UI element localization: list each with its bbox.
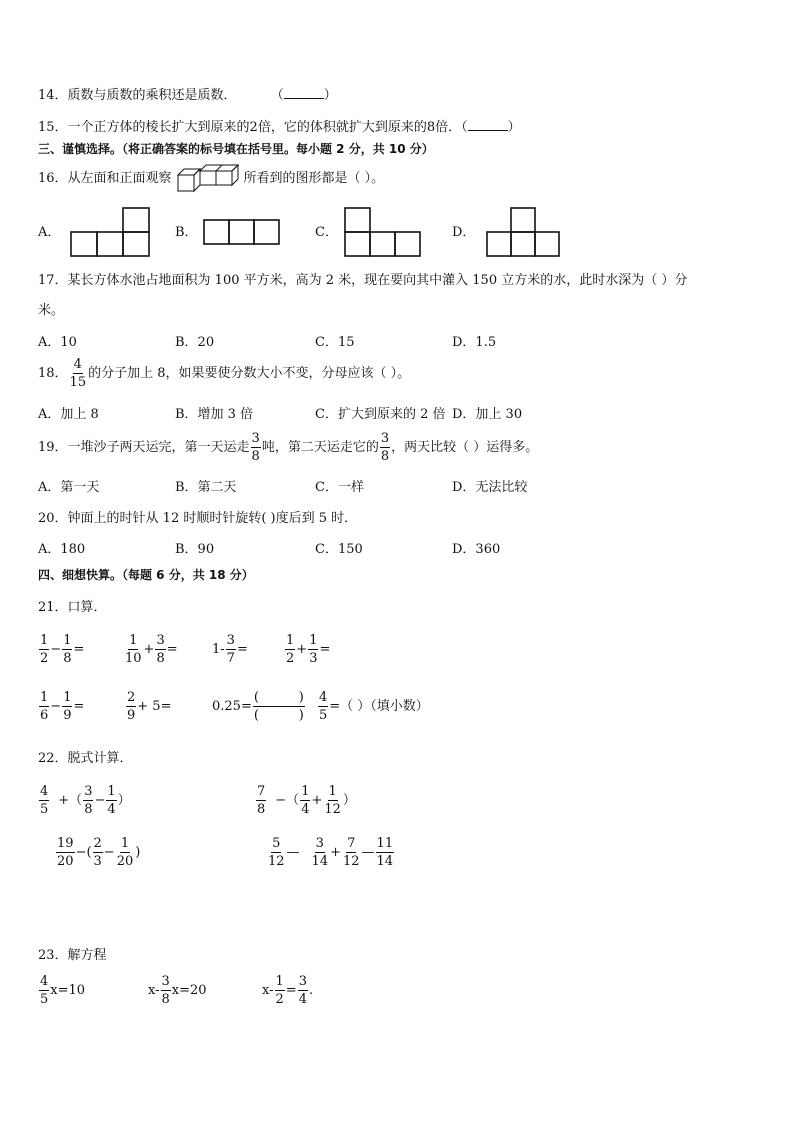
calc-1-2 bbox=[123, 634, 178, 665]
calc-2-2 bbox=[125, 691, 171, 722]
option-a-label[interactable]: A． bbox=[38, 225, 61, 240]
equation-1 bbox=[38, 975, 85, 1006]
numerator: 1 bbox=[63, 690, 72, 705]
plus-five: + 5= bbox=[137, 699, 172, 714]
denominator: 2 bbox=[40, 651, 49, 666]
option-d-label[interactable]: D． bbox=[452, 225, 476, 240]
numerator: 4 bbox=[40, 974, 49, 989]
question-22-title: 22．脱式计算． bbox=[38, 751, 133, 766]
answer-paren-open: （ bbox=[461, 120, 468, 135]
calc-22-a bbox=[38, 785, 131, 816]
paren-close: ） bbox=[342, 793, 356, 808]
minus-sign: − bbox=[94, 793, 106, 808]
q19-option-c[interactable]: C．一样 bbox=[315, 480, 364, 495]
denominator: 20 bbox=[116, 854, 134, 869]
denominator: 8 bbox=[257, 802, 266, 817]
denominator: 4 bbox=[301, 802, 310, 817]
calc-1-3 bbox=[212, 634, 248, 665]
question-23-title: 23．解方程 bbox=[38, 948, 107, 963]
minus-sign: − bbox=[50, 699, 62, 714]
question-15-text: 15．一个正方体的棱长扩大到原来的2倍，它的体积就扩大到原来的8倍． bbox=[38, 120, 462, 135]
q17-option-c[interactable]: C．15 bbox=[315, 335, 355, 350]
fraction-4-15 bbox=[69, 358, 88, 389]
q20-option-d[interactable]: D．360 bbox=[452, 542, 501, 557]
paren-close: ） bbox=[117, 793, 131, 808]
numerator: 3 bbox=[298, 974, 307, 989]
fraction-3-8 bbox=[251, 432, 261, 463]
minus-sign: − bbox=[50, 642, 62, 657]
plus-sign: + bbox=[296, 642, 308, 657]
calc-1-4 bbox=[284, 634, 330, 665]
section-3-title: 三、谨慎选择。（将正确答案的标号填在括号里。每小题 2 分，共 10 分） bbox=[38, 142, 434, 156]
numerator: 1 bbox=[129, 633, 138, 648]
one-minus: 1- bbox=[212, 642, 225, 657]
x-minus: x- bbox=[148, 983, 160, 998]
numerator: 1 bbox=[40, 690, 49, 705]
numerator: 3 bbox=[84, 784, 93, 799]
option-d-figure bbox=[485, 206, 565, 258]
question-17-line2: 米。 bbox=[38, 303, 65, 318]
plus-sign: + bbox=[311, 793, 323, 808]
equals-sign: = bbox=[236, 642, 248, 657]
denominator: 8 bbox=[84, 802, 93, 817]
calc-22-c bbox=[55, 837, 140, 868]
equation-rhs: x=20 bbox=[171, 983, 207, 998]
denominator: 4 bbox=[298, 992, 307, 1007]
denominator: 10 bbox=[125, 651, 142, 666]
calc-2-1 bbox=[38, 691, 84, 722]
option-b-figure bbox=[203, 218, 281, 246]
plus-paren: +（ bbox=[58, 793, 83, 808]
question-14 bbox=[38, 86, 337, 102]
q18-option-b[interactable]: B．增加 3 倍 bbox=[175, 407, 254, 422]
calc-22-d bbox=[266, 837, 395, 868]
q19-option-a[interactable]: A．第一天 bbox=[38, 480, 100, 495]
option-c-label[interactable]: C． bbox=[315, 225, 338, 240]
answer-paren-close: ） bbox=[507, 120, 521, 135]
denominator: 9 bbox=[127, 708, 136, 723]
question-15 bbox=[38, 118, 521, 134]
denominator: 12 bbox=[343, 854, 360, 869]
option-b-label[interactable]: B． bbox=[175, 225, 198, 240]
minus-paren: −( bbox=[75, 845, 92, 860]
question-18-number: 18． bbox=[38, 366, 68, 381]
equation-2 bbox=[148, 975, 207, 1006]
fill-decimal-text: =（ ）（填小数） bbox=[329, 699, 429, 714]
equals-sign: = bbox=[166, 642, 178, 657]
denominator: 8 bbox=[380, 449, 390, 464]
question-16-text-post: 所看到的图形都是（ ）。 bbox=[243, 170, 385, 186]
answer-paren-open: （ bbox=[270, 88, 284, 103]
minus-sign: — bbox=[361, 845, 375, 860]
numerator: 1 bbox=[40, 633, 49, 648]
calc-1-1 bbox=[38, 634, 84, 665]
minus-paren: −（ bbox=[275, 793, 300, 808]
question-19-text-b: 吨，第二天运走它的 bbox=[261, 440, 379, 455]
minus-sign: − bbox=[103, 845, 115, 860]
numerator: 1 bbox=[301, 784, 310, 799]
numerator: 4 bbox=[40, 784, 49, 799]
paren-close: ) bbox=[298, 708, 304, 723]
question-16-text: 16．从左面和正面观察 bbox=[38, 170, 172, 186]
equals-sign: = bbox=[319, 642, 331, 657]
numerator: 4 bbox=[73, 357, 82, 372]
numerator: 5 bbox=[272, 836, 281, 851]
denominator: 5 bbox=[40, 992, 49, 1007]
q20-option-a[interactable]: A．180 bbox=[38, 542, 86, 557]
question-20-text: 20．钟面上的时针从 12 时顺时针旋转( )度后到 5 时． bbox=[38, 511, 358, 526]
numerator: 1 bbox=[286, 633, 295, 648]
decimal-025: 0.25= bbox=[212, 699, 252, 714]
denominator: 3 bbox=[309, 651, 318, 666]
option-a-figure bbox=[70, 206, 150, 258]
question-18-text: 的分子加上 8，如果要使分数大小不变，分母应该（ ）。 bbox=[88, 366, 411, 381]
numerator: 3 bbox=[380, 431, 390, 446]
denominator: 5 bbox=[319, 708, 328, 723]
numerator: 3 bbox=[315, 836, 324, 851]
numerator: 1 bbox=[63, 633, 72, 648]
paren-open: ( bbox=[253, 690, 259, 705]
answer-paren-close: ） bbox=[323, 88, 337, 103]
calc-22-b bbox=[255, 785, 356, 816]
q17-option-a[interactable]: A．10 bbox=[38, 335, 77, 350]
x-minus: x- bbox=[262, 983, 274, 998]
answer-blank[interactable] bbox=[468, 118, 508, 131]
denominator: 12 bbox=[324, 802, 341, 817]
numerator: 3 bbox=[226, 633, 235, 648]
calc-2-4 bbox=[317, 691, 429, 722]
period: . bbox=[308, 983, 314, 998]
plus-sign: + bbox=[330, 845, 341, 860]
denominator: 8 bbox=[251, 449, 260, 464]
denominator: 6 bbox=[40, 708, 49, 723]
denominator: 8 bbox=[156, 651, 165, 666]
q20-option-b[interactable]: B．90 bbox=[175, 542, 215, 557]
denominator: 5 bbox=[40, 802, 49, 817]
q18-option-a[interactable]: A．加上 8 bbox=[38, 407, 99, 422]
plus-sign: + bbox=[143, 642, 155, 657]
equals-sign: = bbox=[285, 983, 297, 998]
denominator: 8 bbox=[161, 992, 170, 1007]
denominator: 14 bbox=[376, 854, 394, 869]
denominator: 12 bbox=[268, 854, 285, 869]
numerator: 1 bbox=[328, 784, 337, 799]
q19-option-d[interactable]: D．无法比较 bbox=[452, 480, 528, 495]
numerator: 2 bbox=[93, 836, 102, 851]
question-19 bbox=[38, 432, 538, 463]
paren-close: ) bbox=[135, 845, 141, 860]
answer-blank[interactable] bbox=[284, 86, 324, 99]
denominator: 20 bbox=[57, 854, 74, 869]
numerator: 4 bbox=[319, 690, 328, 705]
numerator: 3 bbox=[161, 974, 170, 989]
cube-solid-figure bbox=[176, 163, 240, 193]
equation-rhs: x=10 bbox=[50, 983, 86, 998]
paren-open: ( bbox=[253, 708, 259, 723]
q18-option-c[interactable]: C．扩大到原来的 2 倍 bbox=[315, 407, 446, 422]
question-21-title: 21．口算． bbox=[38, 600, 107, 615]
equals-sign: = bbox=[73, 699, 85, 714]
denominator: 4 bbox=[107, 802, 116, 817]
q17-option-d[interactable]: D．1.5 bbox=[452, 335, 497, 350]
q20-option-c[interactable]: C．150 bbox=[315, 542, 363, 557]
numerator: 7 bbox=[257, 784, 266, 799]
denominator: 7 bbox=[226, 651, 235, 666]
numerator: 3 bbox=[251, 431, 260, 446]
calc-2-3 bbox=[212, 691, 306, 722]
question-19-text-c: ，两天比较（ ）运得多。 bbox=[391, 440, 539, 455]
numerator: 11 bbox=[376, 836, 394, 851]
q19-option-b[interactable]: B．第二天 bbox=[175, 480, 237, 495]
q18-option-d[interactable]: D．加上 30 bbox=[452, 407, 523, 422]
question-17-line1: 17．某长方体水池占地面积为 100 平方米，高为 2 米，现在要向其中灌入 150 立方米的水，此时水深为（ ）分 bbox=[38, 273, 688, 288]
denominator: 3 bbox=[93, 854, 102, 869]
option-c-figure bbox=[344, 206, 422, 258]
paren-close: ) bbox=[298, 690, 304, 705]
q17-option-b[interactable]: B．20 bbox=[175, 335, 215, 350]
equation-3 bbox=[262, 975, 313, 1006]
denominator: 2 bbox=[286, 651, 295, 666]
numerator: 3 bbox=[156, 633, 165, 648]
question-18 bbox=[38, 358, 410, 389]
denominator: 2 bbox=[275, 992, 284, 1007]
numerator: 1 bbox=[275, 974, 284, 989]
question-16 bbox=[38, 163, 384, 193]
section-4-title: 四、细想快算。（每题 6 分，共 18 分） bbox=[38, 568, 254, 582]
denominator: 15 bbox=[69, 375, 87, 390]
denominator: 9 bbox=[63, 708, 72, 723]
numerator: 2 bbox=[127, 690, 136, 705]
numerator: 1 bbox=[120, 836, 130, 851]
question-19-text-a: 19．一堆沙子两天运完，第一天运走 bbox=[38, 440, 250, 455]
question-14-text: 14．质数与质数的乘积还是质数． bbox=[38, 88, 237, 103]
numerator: 1 bbox=[309, 633, 318, 648]
denominator: 8 bbox=[63, 651, 72, 666]
numerator: 19 bbox=[57, 836, 74, 851]
numerator: 1 bbox=[107, 784, 116, 799]
minus-sign: — bbox=[286, 845, 300, 860]
equals-sign: = bbox=[73, 642, 85, 657]
numerator: 7 bbox=[347, 836, 356, 851]
blank-fraction[interactable] bbox=[253, 691, 305, 722]
fraction-3-8 bbox=[380, 432, 390, 463]
denominator: 14 bbox=[311, 854, 329, 869]
